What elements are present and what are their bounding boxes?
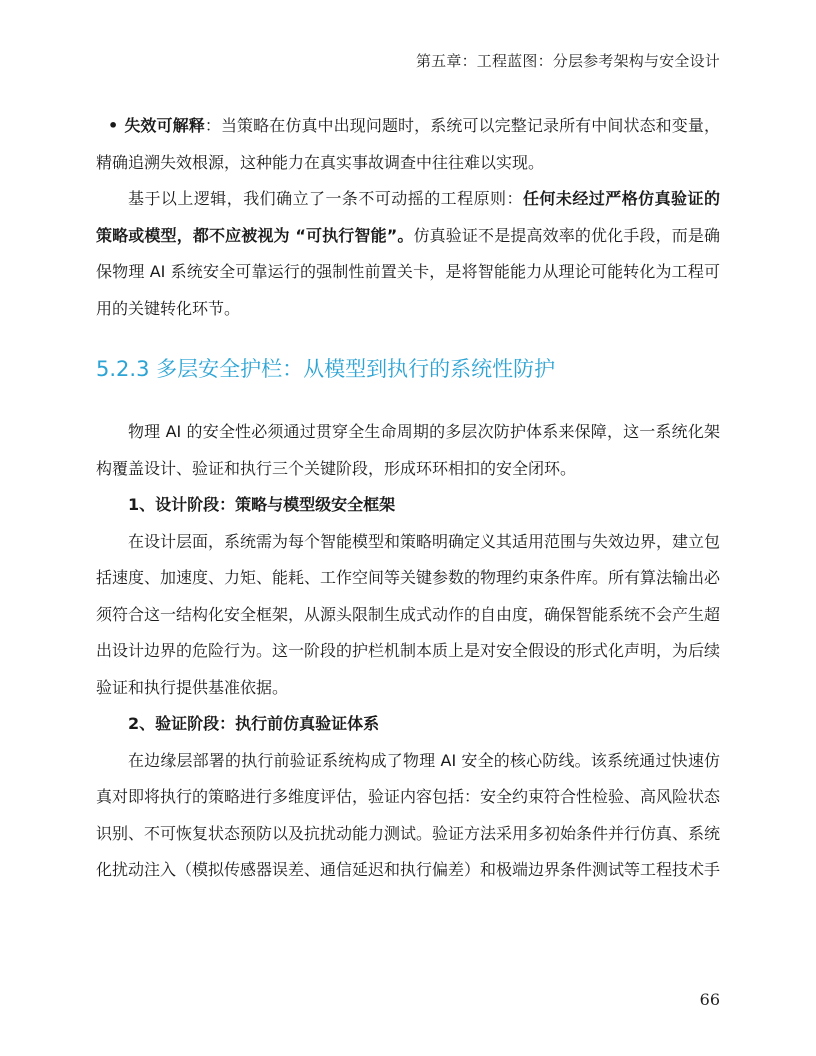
stage1-body: 在设计层面，系统需为每个智能模型和策略明确定义其适用范围与失效边界，建立包括速度、加速度、力矩、能耗、工作空间等关键参数的物理约束条件库。所有算法输出必须符合这一结构化安全框架，从源头限制生成式动作的自由度，确保智能系统不会产生超出设计边界的危险行为。这一阶段的护栏机制本质上是对安全假设的形式化声明，为后续验证和执行提供基准依据。 [96,531,721,697]
section-heading: 5.2.3 多层安全护栏：从模型到执行的系统性防护 [96,357,556,381]
page-number: 66 [699,990,720,1009]
stage2-heading: 2、验证阶段：执行前仿真验证体系 [128,714,380,733]
running-header: 第五章：工程蓝图：分层参考架构与安全设计 [415,52,720,70]
stage2-body: 在边缘层部署的执行前验证系统构成了物理 AI 安全的核心防线。该系统通过快速仿真对即将执行的策略进行多维度评估，验证内容包括：安全约束符合性检验、高风险状态识别、不可恢复状态预防以及抗扰动能力测试。验证方法采用多初始条件并行仿真、系统化扰动注入（模拟传感器误差、通信延迟和执行偏差）和极端边界条件测试等工程技术手 [96,750,721,879]
principle-lead: 基于以上逻辑，我们确立了一条不可动摇的工程原则： [128,189,523,208]
intro-paragraph: 物理 AI 的安全性必须通过贯穿全生命周期的多层次防护体系来保障，这一系统化架构覆盖设计、验证和执行三个关键阶段，形成环环相扣的安全闭环。 [96,422,720,478]
bullet-text: ：当策略在仿真中出现问题时，系统可以完整记录所有中间状态和变量，精确追溯失效根源，这种能力在真实事故调查中往往难以实现。 [96,116,720,172]
principle-bold: 任何未经过严格仿真验证的策略或模型，都不应被视为 “可执行智能”。 [96,189,720,245]
header-rule [96,78,720,79]
principle-paragraph [96,181,720,327]
bullet-icon: • [108,116,119,135]
principle-rest: 仿真验证不是提高效率的优化手段，而是确保物理 AI 系统安全可靠运行的强制性前置关卡，是将智能能力从理论可能转化为工程可用的关键转化环节。 [96,225,720,318]
bullet-term: 失效可解释 [124,116,205,135]
body-content [96,108,720,889]
stage1-heading: 1、设计阶段：策略与模型级安全框架 [128,495,396,514]
bullet-paragraph [96,108,720,181]
